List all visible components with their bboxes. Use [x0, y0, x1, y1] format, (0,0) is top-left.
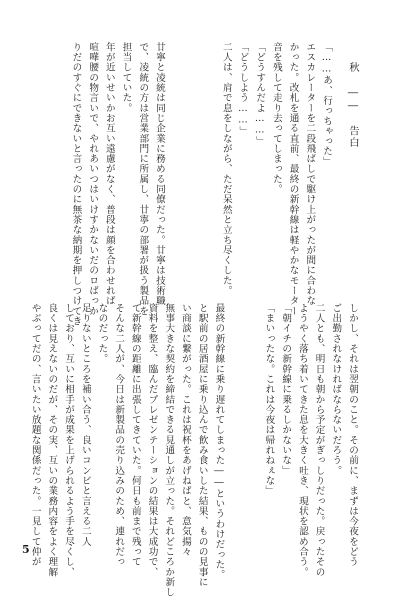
text-line: ようやく落ち着いてきた息を大きく吐き、現状を認め合う。: [296, 303, 308, 578]
text-line: 担当していた。: [120, 42, 132, 114]
text-line: やぶってだの、言いたい放題な関係だった。一見して仲が: [29, 303, 41, 567]
text-line: 足りないところを補い合う、良いコンビと言える二人: [79, 303, 91, 547]
text-line: 無事大きな契約を締結できる見通しが立った。それどころか新し: [163, 303, 175, 597]
text-line: 「どうしよう……」: [237, 42, 249, 137]
text-line: い商談に繋がった。これは祝杯をあげねばと、意気揚々: [179, 303, 191, 557]
text-line: 喧嘩腰の物言いで、やれあいつはいけすかないだのロばっか: [87, 42, 99, 317]
text-line: エスカレーターを二段飛ばしで駆け上がったが間に合わな: [304, 42, 316, 306]
text-line: 二人は、肩で息をしながら、ただ呆然と立ち尽くした。: [220, 42, 232, 296]
text-line: なのだった。: [96, 303, 108, 364]
text-line: かった。改札を通る直前、最終の新幹線は軽やかなモーター: [287, 42, 299, 317]
text-line: そんな二人が、今日は新製品の売り込みのため、連れだっ: [113, 303, 125, 567]
text-line: りだのすぐにできないと言ったのに無茶な納期を押しつけてき: [70, 42, 82, 327]
page-number: 5: [22, 543, 30, 556]
text-line: しており、互いに相手が成果を上げられるよう手を尽くし、: [63, 303, 75, 578]
text-line: 「朝イチの新幹線に乗るしかないな」: [280, 303, 292, 476]
text-line: 最終の新幹線に乗り遅れてしまった――というわけだった。: [213, 303, 225, 580]
text-line: 「どうすんだよ……」: [254, 42, 266, 147]
text-line: 良くは見えないのだが、その実、互いの業務内容をよく理解: [46, 303, 58, 578]
text-line: で、凌統の方は営業部門に所属し、廿寧の部署が扱う製品を: [137, 42, 149, 317]
text-line: 資料を整え、臨んだプレゼンテーションの結果は大成功で、: [146, 303, 158, 578]
upper-text-block: [62, 42, 334, 327]
text-line: 「まいったな。これは今夜は帰れねぇな」: [263, 303, 275, 496]
text-line: ご出勤されなければならないだろう。: [330, 303, 342, 476]
text-line: [200, 42, 217, 292]
text-line: て新幹線の距離に出張してきていた。何日も前まで残って: [129, 303, 141, 567]
text-line: [226, 303, 243, 551]
text-line: と駅前の居酒屋に乗り込んで飲み食いした結果、ものの見事に: [196, 303, 208, 588]
chapter-title: 秋 ―― 告白: [347, 62, 359, 149]
text-line: [184, 42, 201, 292]
text-line: 音を残して走り去ってしまった。: [270, 42, 282, 195]
text-line: 二人とも、明日も朝から予定がぎっしりだった。戻ったその: [313, 303, 325, 578]
text-line: [243, 303, 260, 551]
text-line: [167, 42, 184, 292]
text-line: 廿寧と凌統は同じ企業に務める同僚だった。廿寧は技術職: [153, 42, 165, 306]
text-line: 年が近いせいかお互い遠慮がなく、普段は顔を合わせれば: [103, 42, 115, 306]
text-line: 「……あ、行っちゃった」: [321, 42, 332, 167]
text-line: しかし、それは翌朝のこと。その前に、まずは今夜をどう: [347, 303, 358, 567]
lower-text-block: [29, 303, 360, 597]
